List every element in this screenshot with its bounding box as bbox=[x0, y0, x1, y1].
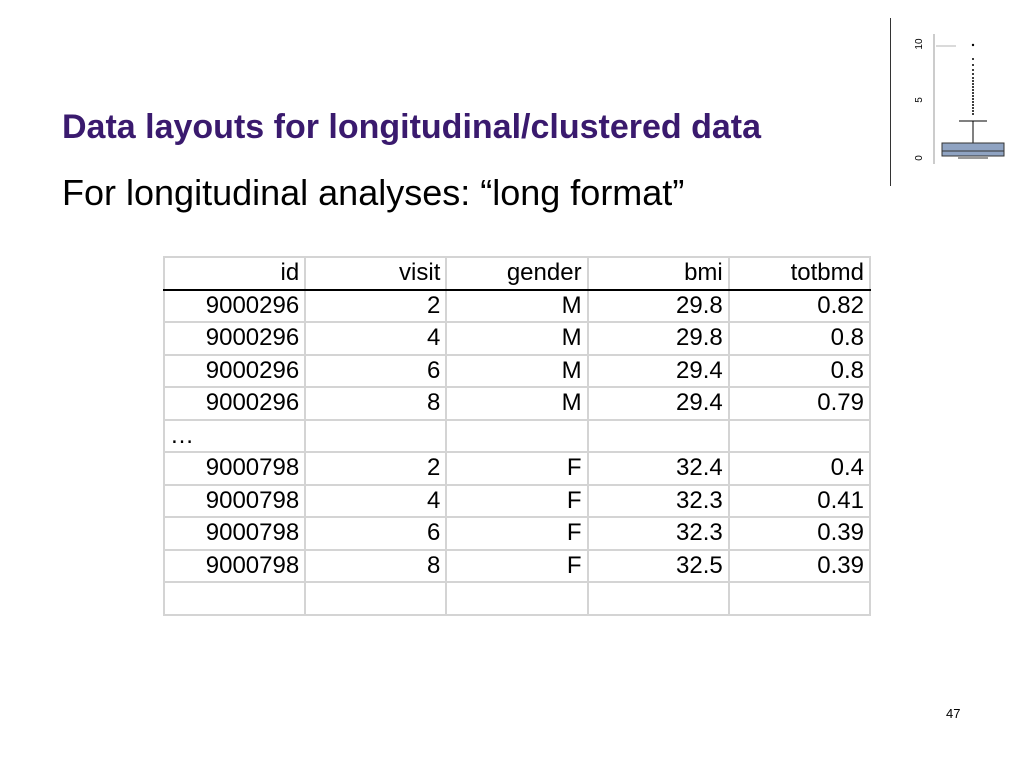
cell-gender: M bbox=[446, 355, 587, 388]
boxplot-tick-5: 5 bbox=[914, 97, 925, 103]
cell-visit bbox=[305, 582, 446, 615]
table-row bbox=[164, 355, 870, 388]
boxplot-outlier bbox=[972, 44, 974, 46]
cell-visit: 4 bbox=[305, 322, 446, 355]
slide-title: Data layouts for longitudinal/clustered data bbox=[62, 108, 761, 146]
cell-bmi: 32.5 bbox=[588, 550, 729, 583]
cell-visit: 6 bbox=[305, 355, 446, 388]
table-row bbox=[164, 387, 870, 420]
cell-id: 9000798 bbox=[164, 550, 305, 583]
cell-totbmd: 0.82 bbox=[729, 290, 870, 323]
cell-totbmd bbox=[729, 420, 870, 453]
boxplot-tick-0: 0 bbox=[914, 155, 925, 161]
cell-totbmd: 0.79 bbox=[729, 387, 870, 420]
cell-totbmd: 0.8 bbox=[729, 322, 870, 355]
cell-id bbox=[164, 582, 305, 615]
table-row bbox=[164, 452, 870, 485]
cell-id: 9000296 bbox=[164, 322, 305, 355]
cell-id: 9000296 bbox=[164, 290, 305, 323]
cell-bmi: 29.4 bbox=[588, 355, 729, 388]
cell-gender: F bbox=[446, 452, 587, 485]
cell-gender: M bbox=[446, 290, 587, 323]
cell-bmi: 29.4 bbox=[588, 387, 729, 420]
cell-totbmd: 0.41 bbox=[729, 485, 870, 518]
cell-bmi: 32.3 bbox=[588, 517, 729, 550]
cell-gender: M bbox=[446, 387, 587, 420]
column-header-totbmd: totbmd bbox=[729, 257, 870, 290]
table-row-ellipsis bbox=[164, 420, 870, 453]
cell-visit: 2 bbox=[305, 452, 446, 485]
column-header-gender: gender bbox=[446, 257, 587, 290]
table-row bbox=[164, 290, 870, 323]
cell-visit: 2 bbox=[305, 290, 446, 323]
cell-id: 9000296 bbox=[164, 387, 305, 420]
cell-totbmd: 0.4 bbox=[729, 452, 870, 485]
cell-bmi: 29.8 bbox=[588, 322, 729, 355]
cell-gender: F bbox=[446, 517, 587, 550]
cell-gender: F bbox=[446, 485, 587, 518]
cell-id: 9000798 bbox=[164, 517, 305, 550]
table-row-empty bbox=[164, 582, 870, 615]
column-header-bmi: bmi bbox=[588, 257, 729, 290]
boxplot-box bbox=[942, 143, 1004, 156]
cell-bmi bbox=[588, 582, 729, 615]
cell-totbmd: 0.39 bbox=[729, 550, 870, 583]
table-row bbox=[164, 517, 870, 550]
cell-visit: 8 bbox=[305, 550, 446, 583]
divider-line bbox=[890, 18, 891, 186]
cell-id: 9000296 bbox=[164, 355, 305, 388]
slide-subtitle: For longitudinal analyses: “long format” bbox=[62, 172, 685, 213]
cell-visit: 6 bbox=[305, 517, 446, 550]
cell-totbmd: 0.39 bbox=[729, 517, 870, 550]
column-header-id: id bbox=[164, 257, 305, 290]
column-header-visit: visit bbox=[305, 257, 446, 290]
cell-bmi bbox=[588, 420, 729, 453]
cell-ellipsis: … bbox=[164, 420, 305, 453]
cell-gender bbox=[446, 582, 587, 615]
cell-totbmd: 0.8 bbox=[729, 355, 870, 388]
cell-totbmd bbox=[729, 582, 870, 615]
cell-visit: 8 bbox=[305, 387, 446, 420]
cell-bmi: 29.8 bbox=[588, 290, 729, 323]
table-row bbox=[164, 322, 870, 355]
boxplot-tick-10: 10 bbox=[914, 38, 925, 50]
cell-id: 9000798 bbox=[164, 485, 305, 518]
page-number: 47 bbox=[946, 706, 961, 721]
boxplot-thumbnail bbox=[906, 30, 1010, 168]
cell-bmi: 32.4 bbox=[588, 452, 729, 485]
cell-bmi: 32.3 bbox=[588, 485, 729, 518]
cell-visit bbox=[305, 420, 446, 453]
table-row bbox=[164, 550, 870, 583]
long-format-table bbox=[163, 256, 871, 616]
cell-gender: M bbox=[446, 322, 587, 355]
table-header-row bbox=[164, 257, 870, 290]
table-row bbox=[164, 485, 870, 518]
cell-gender bbox=[446, 420, 587, 453]
cell-gender: F bbox=[446, 550, 587, 583]
cell-id: 9000798 bbox=[164, 452, 305, 485]
cell-visit: 4 bbox=[305, 485, 446, 518]
